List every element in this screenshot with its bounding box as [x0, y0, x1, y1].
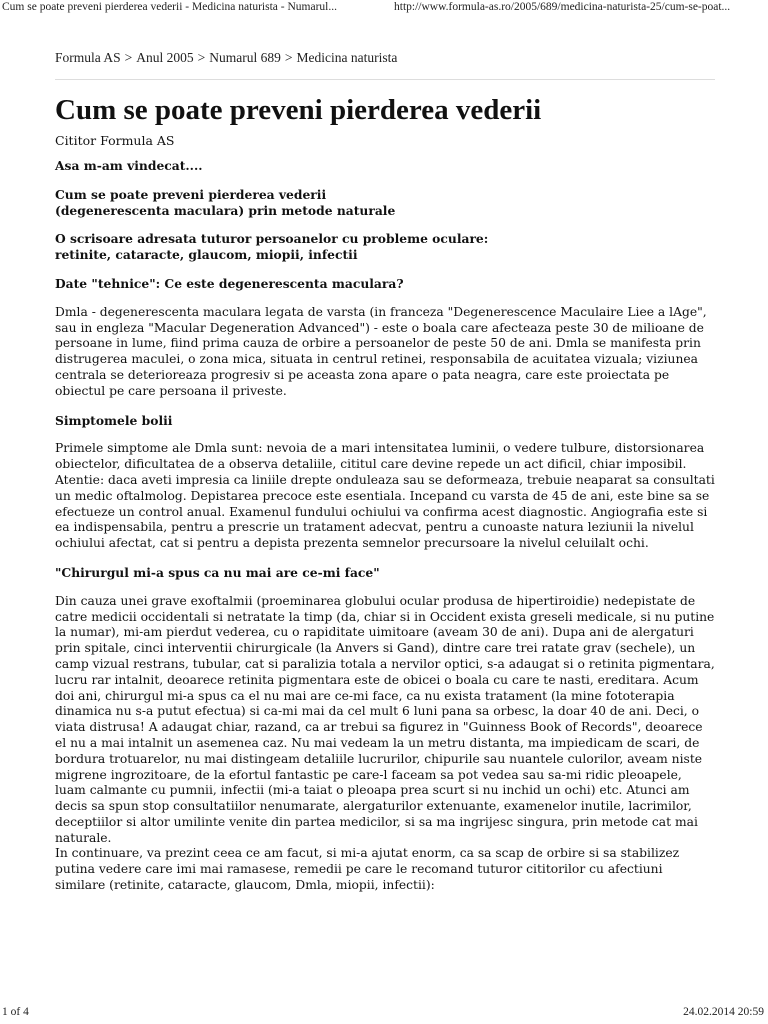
- breadcrumb-item-issue[interactable]: Numarul 689: [209, 50, 281, 65]
- intro-letter-line-1: O scrisoare adresata tuturor persoanelor cu probleme oculare:: [55, 231, 489, 247]
- breadcrumb-separator: >: [197, 50, 206, 65]
- page-counter: 1 of 4: [2, 1006, 29, 1018]
- breadcrumb-separator: >: [284, 50, 293, 65]
- intro-subtitle-line-1: Cum se poate preveni pierderea vederii: [55, 186, 327, 202]
- breadcrumb-item-year[interactable]: Anul 2005: [136, 50, 194, 65]
- print-header: [0, 0, 768, 18]
- print-page-title: Cum se poate preveni pierderea vederii - Medicina naturista - Numarul...: [2, 1, 337, 13]
- paragraph-definition: Dmla - degenerescenta maculara legata de varsta (in franceza "Degenerescence Maculaire Liee a lAge", sau in engleza "Macular Degeneration Advanced") - este o boala care afecteaza peste 30 de milioane de persoane in lume, fiind prima cauza de orbire a persoanelor de peste 50 de ani. Dmla se manifesta prin distrugerea maculei, o zona mica, situata in centrul retinei, responsabila de acuitatea vizuala; viziunea centrala se deterioreaza progresiv si pe aceasta zona apare o pata neagra, care este proiectata pe obiectul pe care persoana il priveste.: [55, 304, 707, 398]
- breadcrumb-separator: >: [124, 50, 133, 65]
- intro-line: Asa m-am vindecat....: [55, 158, 203, 173]
- print-datetime: 24.02.2014 20:59: [683, 1006, 764, 1018]
- intro-subtitle-line-2: (degenerescenta maculara) prin metode naturale: [55, 202, 396, 218]
- print-footer: [0, 1004, 768, 1024]
- print-page-url: http://www.formula-as.ro/2005/689/medicina-naturista-25/cum-se-poat...: [394, 1, 731, 13]
- breadcrumb-item-section[interactable]: Medicina naturista: [296, 50, 398, 65]
- section-heading-definition: Date "tehnice": Ce este degenerescenta maculara?: [55, 275, 404, 291]
- article-title: Cum se poate preveni pierderea vederii: [55, 94, 542, 126]
- paragraph-remedies-intro: In continuare, va prezint ceea ce am facut, si mi-a ajutat enorm, ca sa scap de orbire si sa stabilizez putina vedere care imi mai ramasese, remedii pe care le recomand tuturor cititorilor cu afectiuni similare (retinite, cataracte, glaucom, Dmla, miopii, infectii):: [55, 846, 680, 893]
- paragraph-testimony: Din cauza unei grave exoftalmii (proeminarea globului ocular produsa de hipertiroidie) nedepistate de catre medicii occidentali si netratate la timp (da, chiar si in Occident exista greseli medicale, si nu putine la numar), mi-am pierdut vederea, cu o rapiditate uimitoare (aveam 30 de ani). Dupa ani de alergaturi prin spitale, cinci interventii chirurgicale (la Anvers si Gand), dintre care trei ratate grav (sechele), un camp vizual restrans, tubular, cat si paralizia totala a nervilor optici, s-a adaugat si o retinita pigmentara, lucru rar intalnit, deoarece retinita pigmentara este de obicei o boala cu care te nasti, ereditara. Acum doi ani, chirurgul mi-a spus ca el nu mai are ce-mi face, ca nu exista tratament (la mine fototerapia dinamica nu s-a putut efectua) si ca-mi mai da cel mult 6 luni pana sa orbesc, la doar 40 de ani. Deci, o viata distrusa! A adaugat chiar, razand, ca ar trebui sa figurez in "Guinness Book of Records", deoarece el nu a mai intalnit un asemenea caz. Nu mai vedeam la un metru distanta, ma impiedicam de scari, de bordura trotuarelor, nu mai distingeam detaliile lucrurilor, chipurile sau nuantele culorilor, aveam niste migrene ingrozitoare, de la efortul fantastic pe care-l faceam sa pot vedea sau sa-mi ridic pleoapele, luam calmante cu pumnii, infectii (mi-a taiat o pleoapa prea scurt si nu inchid un ochi) etc. Atunci am decis sa spun stop consultatiilor nenumarate, alergaturilor extenuante, examenelor inutile, lacrimilor, deceptiilor si altor umilinte venite din partea medicilor, si sa ma ingrijesc singura, prin metode cat mai naturale.: [55, 593, 715, 845]
- section-heading-testimony: "Chirurgul mi-a spus ca nu mai are ce-mi face": [55, 564, 380, 580]
- breadcrumb-item-formula-as[interactable]: Formula AS: [55, 50, 121, 65]
- article-author: Cititor Formula AS: [55, 133, 175, 148]
- paragraph-symptoms: Primele simptome ale Dmla sunt: nevoia de a mari intensitatea luminii, o vedere tulbure, distorsionarea obiectelor, dificultatea de a observa detaliile, cititul care devine repede un act dificil, chiar imposibil. Atentie: daca aveti impresia ca liniile drepte onduleaza sau se deformeaza, trebuie neaparat sa consultati un medic oftalmolog. Depistarea precoce este esentiala. Incepand cu varsta de 45 de ani, este bine sa se efectueze un control anual. Examenul fundului ochiului va confirma acest diagnostic. Angiografia este si ea indispensabila, pentru a prescrie un tratament adecvat, pentru a cunoaste natura leziunii la nivelul ochiului afectat, cat si pentru a depista prezenta semnelor precursoare la nivelul celuilalt ochi.: [55, 441, 715, 551]
- section-heading-symptoms: Simptomele bolii: [55, 412, 173, 428]
- article-container: [55, 50, 715, 894]
- intro-letter-line-2: retinite, cataracte, glaucom, miopii, infectii: [55, 247, 358, 263]
- breadcrumb: [55, 50, 715, 80]
